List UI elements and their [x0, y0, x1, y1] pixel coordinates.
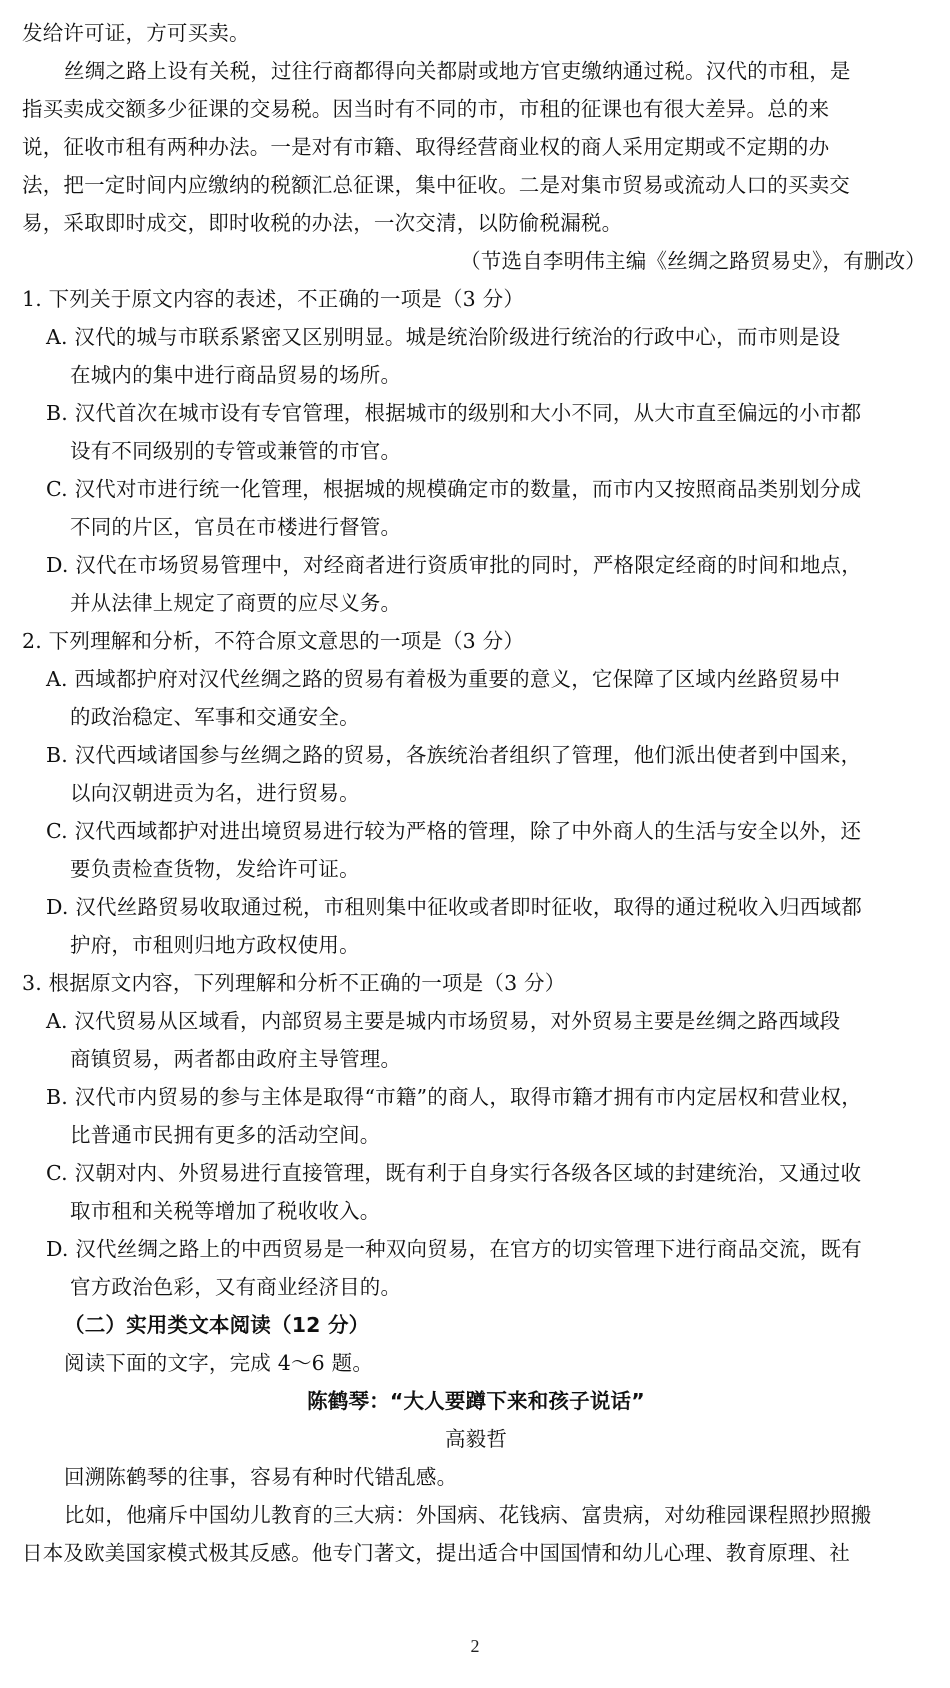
option-d: D. 汉代在市场贸易管理中，对经商者进行资质审批的同时，严格限定经商的时间和地点， [46, 553, 862, 577]
option-b: B. 汉代西域诸国参与丝绸之路的贸易，各族统治者组织了管理，他们派出使者到中国来， [46, 743, 862, 767]
option-c-cont: 要负责检查货物，发给许可证。 [70, 857, 360, 881]
option-c: C. 汉代对市进行统一化管理，根据城的规模确定市的数量，而市内又按照商品类别划分成 [46, 477, 862, 501]
option-d-cont: 官方政治色彩，又有商业经济目的。 [70, 1275, 402, 1299]
option-a-cont: 商镇贸易，两者都由政府主导管理。 [70, 1047, 402, 1071]
section-instruction: 阅读下面的文字，完成 4～6 题。 [64, 1351, 374, 1375]
question-3 [22, 964, 930, 1306]
option-d: D. 汉代丝绸之路上的中西贸易是一种双向贸易，在官方的切实管理下进行商品交流，既有 [46, 1237, 862, 1261]
text-line: 法，把一定时间内应缴纳的税额汇总征课，集中征收。二是对集市贸易或流动人口的买卖交 [22, 173, 850, 197]
text-line: 发给许可证，方可买卖。 [22, 21, 250, 45]
question-stem: 1. 下列关于原文内容的表述，不正确的一项是（3 分） [22, 287, 525, 311]
intro-passage [22, 14, 930, 280]
source-note: （节选自李明伟主编《丝绸之路贸易史》，有删改） [460, 249, 926, 273]
text-line: 指买卖成交额多少征课的交易税。因当时有不同的市，市租的征课也有很大差异。总的来 [22, 97, 830, 121]
option-b: B. 汉代市内贸易的参与主体是取得“市籍”的商人，取得市籍才拥有市内定居权和营业权， [46, 1085, 862, 1109]
article-author: 高毅哲 [444, 1427, 508, 1451]
page-number: 2 [470, 1636, 480, 1656]
option-d: D. 汉代丝路贸易收取通过税，市租则集中征收或者即时征收，取得的通过税收入归西域都 [46, 895, 862, 919]
option-a: A. 汉代的城与市联系紧密又区别明显。城是统治阶级进行统治的行政中心，而市则是设 [46, 325, 841, 349]
option-a-cont: 的政治稳定、军事和交通安全。 [70, 705, 360, 729]
article-title: 陈鹤琴：“大人要蹲下来和孩子说话” [307, 1389, 645, 1413]
text-line: 易，采取即时成交，即时收税的办法，一次交清，以防偷税漏税。 [22, 211, 623, 235]
question-1 [22, 280, 930, 622]
option-a: A. 西域都护府对汉代丝绸之路的贸易有着极为重要的意义，它保障了区域内丝路贸易中 [46, 667, 841, 691]
section-heading: （二）实用类文本阅读（12 分） [64, 1313, 370, 1337]
section-2 [22, 1306, 930, 1572]
option-d-cont: 并从法律上规定了商贾的应尽义务。 [70, 591, 402, 615]
option-b-cont: 设有不同级别的专管或兼管的市官。 [70, 439, 402, 463]
article-paragraph: 回溯陈鹤琴的往事，容易有种时代错乱感。 [64, 1465, 458, 1489]
option-b-cont: 以向汉朝进贡为名，进行贸易。 [70, 781, 360, 805]
option-b-cont: 比普通市民拥有更多的活动空间。 [70, 1123, 381, 1147]
option-b: B. 汉代首次在城市设有专官管理，根据城市的级别和大小不同，从大市直至偏远的小市都 [46, 401, 862, 425]
article-paragraph: 比如，他痛斥中国幼儿教育的三大病：外国病、花钱病、富贵病，对幼稚园课程照抄照搬 [64, 1503, 872, 1527]
question-2 [22, 622, 930, 964]
option-c: C. 汉代西域都护对进出境贸易进行较为严格的管理，除了中外商人的生活与安全以外，还 [46, 819, 862, 843]
option-c: C. 汉朝对内、外贸易进行直接管理，既有利于自身实行各级各区域的封建统治，又通过收 [46, 1161, 862, 1185]
text-line: 说，征收市租有两种办法。一是对有市籍、取得经营商业权的商人采用定期或不定期的办 [22, 135, 830, 159]
text-line: 丝绸之路上设有关税，过往行商都得向关都尉或地方官吏缴纳通过税。汉代的市租，是 [64, 59, 851, 83]
option-c-cont: 不同的片区，官员在市楼进行督管。 [70, 515, 402, 539]
option-a-cont: 在城内的集中进行商品贸易的场所。 [70, 363, 402, 387]
option-c-cont: 取市租和关税等增加了税收收入。 [70, 1199, 381, 1223]
question-stem: 3. 根据原文内容，下列理解和分析不正确的一项是（3 分） [22, 971, 566, 995]
option-a: A. 汉代贸易从区域看，内部贸易主要是城内市场贸易，对外贸易主要是丝绸之路西域段 [46, 1009, 841, 1033]
option-d-cont: 护府，市租则归地方政权使用。 [70, 933, 360, 957]
question-stem: 2. 下列理解和分析，不符合原文意思的一项是（3 分） [22, 629, 525, 653]
article-paragraph: 日本及欧美国家模式极其反感。他专门著文，提出适合中国国情和幼儿心理、教育原理、社 [22, 1541, 850, 1565]
